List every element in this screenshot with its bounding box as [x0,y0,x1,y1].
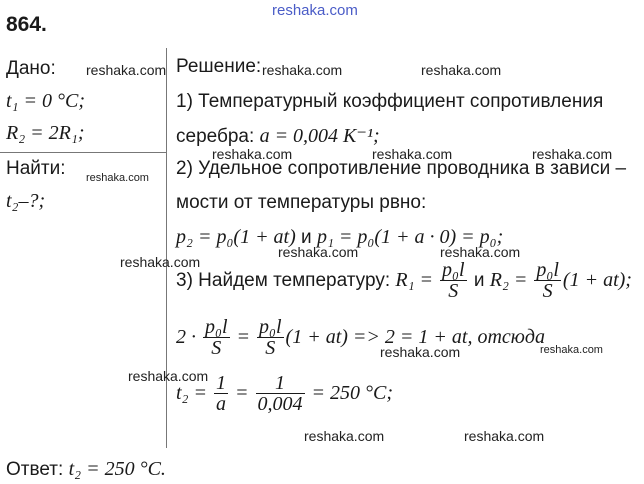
given-divider [0,152,166,153]
frac-numerator: p₀l [536,259,559,282]
watermark: reshaka.com [212,146,293,162]
frac-denominator: S [542,280,553,303]
step5-frac-2 [256,373,305,414]
watermark-top: reshaka.com [272,2,358,19]
step3-r1: R₁ = [395,269,439,291]
watermark: reshaka.com [464,428,545,444]
step3-and: и [468,270,490,291]
frac-denominator: a [216,393,227,416]
watermark: reshaka.com [120,254,201,270]
answer-line [6,458,166,481]
frac-denominator: S [265,337,276,360]
step3-frac-1 [440,260,467,301]
step1-text: серебра: [176,126,260,147]
step2-formula-1: p₂ = p₀(1 + at) [176,226,296,248]
watermark: reshaka.com [372,146,453,162]
step2-formula-2: p₁ = p₀(1 + a · 0) = p₀; [316,226,504,248]
step4-eq: = [231,326,256,348]
step2-and: и [295,227,317,248]
step3-frac-2 [534,260,561,301]
step4-lead: 2 · [176,326,201,348]
answer-label: Ответ: [6,459,69,480]
watermark: reshaka.com [128,368,209,384]
solution-step4 [176,314,545,360]
watermark: reshaka.com [262,62,343,78]
watermark: reshaka.com [440,244,521,260]
step3-tail: (1 + at); [562,269,632,291]
frac-numerator: p₀l [259,316,282,339]
problem-number-dot: . [41,13,47,36]
watermark: reshaka.com [380,344,461,360]
frac-denominator: 0,004 [257,393,303,416]
frac-numerator: p₀l [442,259,465,282]
step4-tail: (1 + at) => 2 = 1 + at, отсюда [285,326,545,348]
watermark: reshaka.com [532,146,613,162]
given-line-1: t₁ = 0 °C; [6,90,86,112]
solution-step3 [176,257,632,303]
solution-step2-line2: мости от температуры рвно: [176,192,427,213]
answer-value: t₂ = 250 °C. [68,458,166,480]
frac-numerator: 1 [216,372,227,395]
step4-frac-2 [257,317,284,358]
find-label: Найти: [6,158,66,179]
problem-number [6,14,47,36]
solution-step1-line1: 1) Температурный коэффициент сопротивления [176,91,604,112]
solution-step5 [176,370,393,416]
frac-numerator: p₀l [205,316,228,339]
step1-formula: a = 0,004 K⁻¹; [259,125,380,147]
solution-step1-line2 [176,125,380,148]
step5-frac-1 [214,373,228,414]
frac-denominator: S [211,337,222,360]
watermark: reshaka.com [421,62,502,78]
solution-label: Решение: [176,56,262,77]
watermark: reshaka.com [540,344,603,356]
given-label: Дано: [6,58,56,79]
watermark: reshaka.com [86,62,167,78]
step3-r2: R₂ = [489,269,533,291]
step5-lead: t₂ = [176,382,213,404]
frac-denominator: S [448,280,459,303]
watermark: reshaka.com [278,244,359,260]
step5-eq: = [230,382,254,404]
column-divider [166,48,167,448]
frac-numerator: 1 [256,373,305,394]
find-line: t₂–?; [6,190,46,212]
step3-text: 3) Найдем температуру: [176,270,396,291]
watermark: reshaka.com [86,172,149,184]
solution-step2-line1: 2) Удельное сопротивление проводника в зависи – [176,158,627,179]
watermark: reshaka.com [304,428,385,444]
problem-number-text: 864 [6,13,42,36]
step4-frac-1 [203,317,230,358]
step5-tail: = 250 °C; [306,382,394,404]
given-line-2: R₂ = 2R₁; [6,122,85,144]
